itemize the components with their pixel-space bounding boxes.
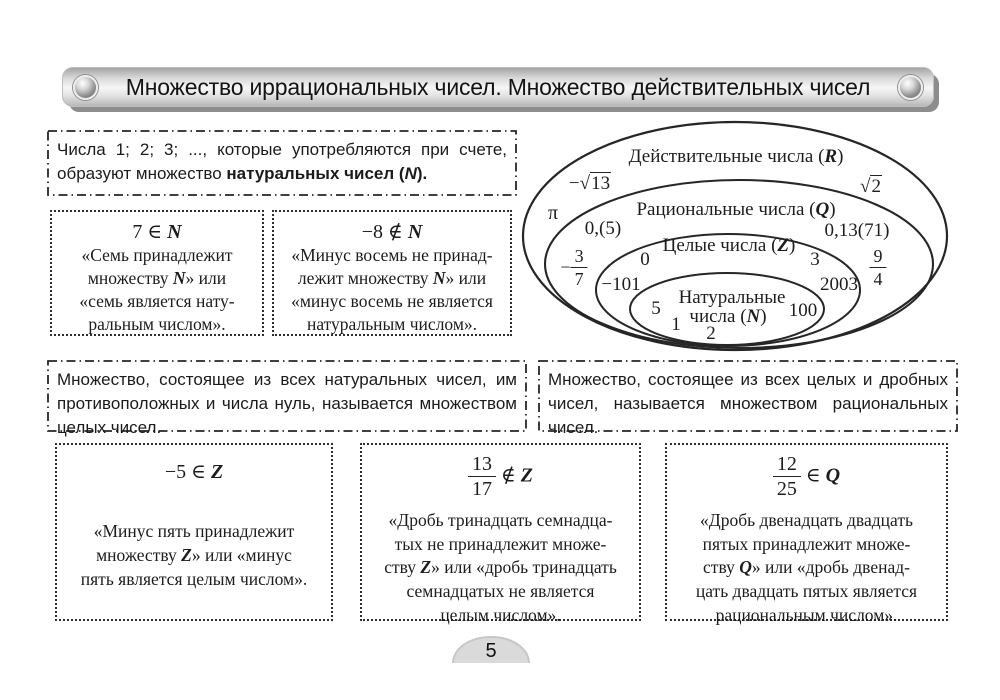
- set-letter-Q: Q: [825, 464, 841, 487]
- screw-icon-left: [73, 75, 98, 100]
- definition-text: Множество, состоящее из всех целых и дробных чисел, называется множеством рациональных чисел.: [548, 370, 948, 438]
- example-minus-eight-not-in-N: [272, 210, 512, 336]
- set-letter-N: N: [404, 164, 417, 184]
- text-line: цать двадцать пятых является: [695, 581, 918, 602]
- value-minus-three-sevenths: − $\frac{3}{7}$: [560, 246, 587, 289]
- fraction-12-25: $\frac{12}{25}$: [773, 453, 801, 501]
- real-numbers-label: Действительные числа (R): [628, 146, 844, 167]
- value-2003: 2003: [820, 274, 858, 295]
- example-twelve-twentyfifths-in-Q: [665, 443, 948, 625]
- example-minus-five-in-Z: [55, 443, 333, 621]
- value-pi: π: [547, 202, 559, 224]
- formula-minus8-notin-N: −8 ∉ N: [361, 221, 423, 243]
- example-text: [57, 520, 331, 591]
- text-line: «Дробь тринадцать семнадца-: [388, 509, 613, 530]
- text-line: ству Q» или «дробь двенад-: [703, 557, 910, 578]
- text-line: целым числом».: [440, 604, 561, 625]
- formula-frac-notin-Z: $\frac{13}{17}$ ∉ Z: [362, 453, 639, 501]
- rational-numbers-label: Рациональные числа (Q): [636, 199, 836, 220]
- text-line: рациональным числом».: [715, 604, 898, 625]
- example-text: [667, 509, 946, 628]
- example-seven-in-N: [50, 210, 264, 336]
- text-line: множеству N» или: [87, 268, 227, 289]
- fraction-13-17: $\frac{13}{17}$: [468, 453, 496, 501]
- definition-rational-numbers: [538, 360, 958, 438]
- definition-text: Множество, состоящее из всех натуральных чисел, им противоположных и числа нуль, называется множеством целых чисел.: [57, 370, 517, 438]
- text-line: пять является целым числом».: [80, 568, 308, 589]
- formula-minus5-in-Z: −5 ∈ Z: [164, 461, 224, 483]
- example-text: [52, 244, 262, 336]
- page-number-tab: 5: [452, 636, 530, 663]
- set-letter-N: N: [407, 221, 423, 243]
- value-minus-sqrt13: −√13: [568, 173, 611, 194]
- natural-numbers-label-line1: Натуральные: [678, 287, 786, 308]
- text-line: «семь является нату-: [79, 291, 235, 312]
- value-nine-fourths: $\frac{9}{4}$: [870, 246, 887, 289]
- text-line: «Минус восемь не принад-: [291, 245, 493, 265]
- value-sqrt2: √2: [860, 176, 881, 197]
- text-line: ральным числом».: [88, 314, 226, 335]
- definition-integer-numbers: [47, 360, 527, 438]
- text-line: лежит множеству N» или: [297, 268, 487, 289]
- natural-numbers-label-line2: числа (N): [689, 306, 767, 327]
- value-three: 3: [810, 249, 820, 270]
- text-line: натуральным числом».: [306, 314, 478, 335]
- text-line: пятых принадлежит множе-: [702, 533, 911, 554]
- value-hundred: 100: [788, 300, 818, 321]
- text-line: «минус восемь не является: [291, 291, 493, 312]
- screw-icon-right: [898, 75, 923, 100]
- set-letter-Z: Z: [210, 461, 224, 483]
- set-letter-N: N: [167, 221, 182, 243]
- text-line: тых не принадлежит множе-: [394, 533, 607, 554]
- chapter-title-bar: [62, 67, 934, 107]
- text-line: ству Z» или «дробь тринадцать: [384, 557, 617, 578]
- example-text: [362, 509, 639, 628]
- value-two: 2: [706, 323, 716, 344]
- text-line: «Дробь двенадцать двадцать: [700, 509, 913, 530]
- value-one: 1: [671, 314, 681, 335]
- definition-natural-numbers: Числа 1; 2; 3; ..., которые употребляются при счете, образуют множество натуральных чисел (N).: [47, 130, 517, 196]
- value-five: 5: [651, 298, 661, 319]
- integer-numbers-label: Целые числа (Z): [662, 235, 796, 256]
- definition-text: Числа 1; 2; 3; ..., которые употребляются при счете, образуют множество: [57, 140, 507, 184]
- example-thirteen-seventeenths-not-in-Z: [360, 443, 641, 625]
- example-text: [274, 244, 510, 336]
- text-line: множеству Z» или «минус: [96, 544, 292, 565]
- value-zero: 0: [640, 249, 650, 270]
- text-line: «Минус пять принадлежит: [93, 521, 295, 541]
- value-0-rep5: 0,(5): [584, 218, 622, 239]
- formula-frac-in-Q: $\frac{12}{25}$ ∈ Q: [667, 453, 946, 501]
- text-line: семнадцатых не является: [406, 581, 595, 602]
- definition-bold: натуральных чисел: [226, 164, 395, 184]
- text-line: «Семь принадлежит: [81, 245, 233, 265]
- formula-7-in-N: 7 ∈ N: [132, 221, 182, 243]
- set-letter-Z: Z: [520, 464, 534, 487]
- number-sets-venn-diagram: [505, 115, 960, 360]
- value-minus-101: −101: [601, 274, 641, 295]
- value-0-13-rep71: 0,13(71): [824, 220, 890, 241]
- page-title: Множество иррациональных чисел. Множество действительных чисел: [125, 73, 871, 100]
